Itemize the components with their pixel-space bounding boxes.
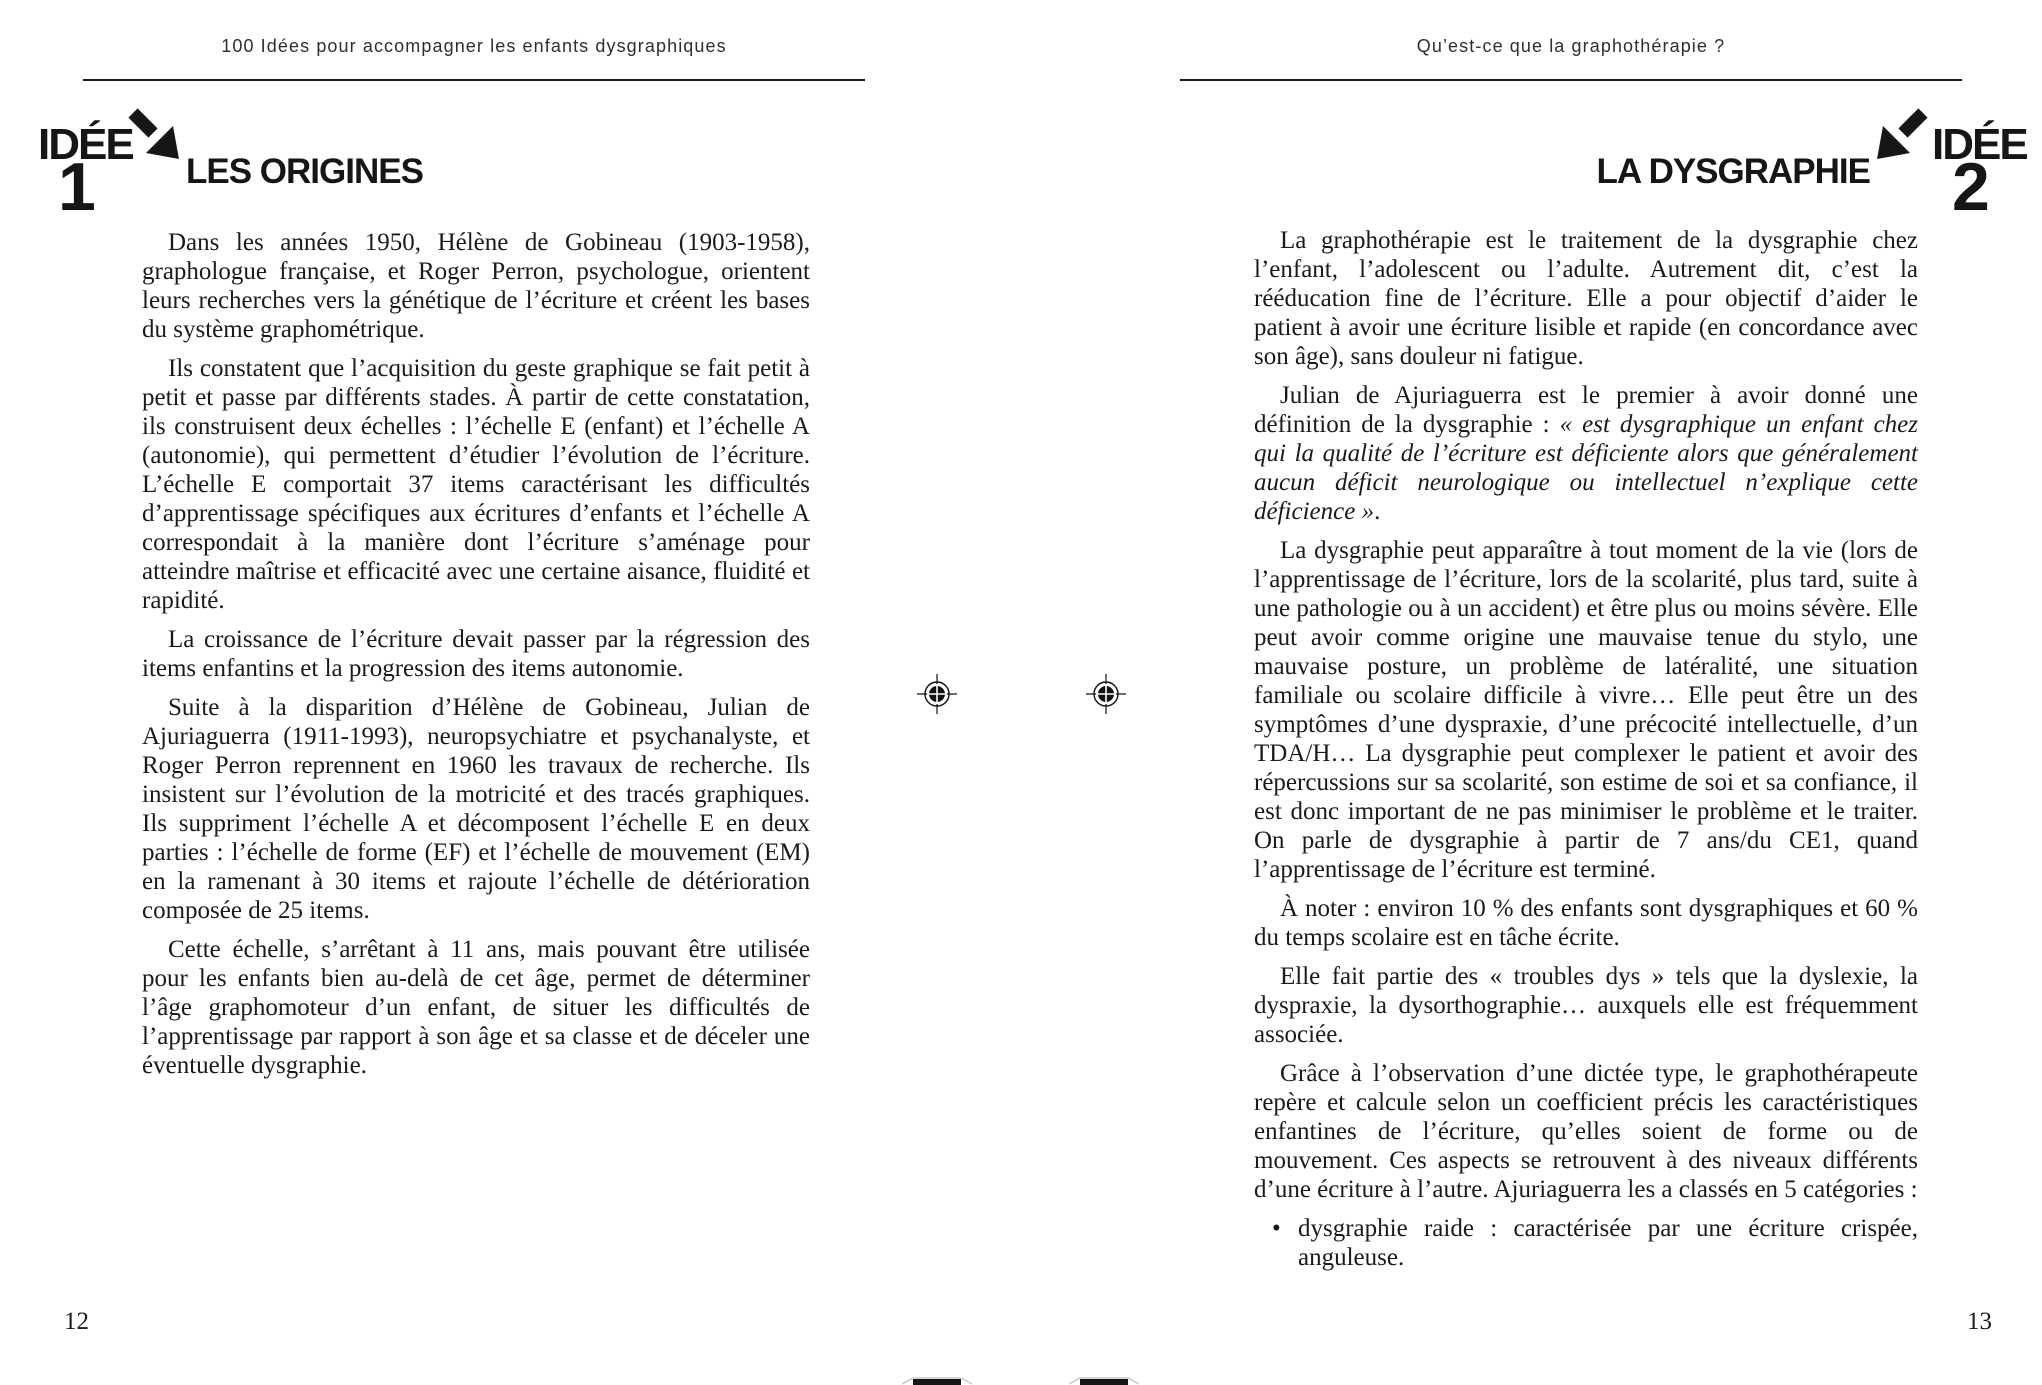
quote-suffix: .	[1374, 498, 1381, 525]
idee-badge-label-right: IDÉE	[1932, 120, 2027, 169]
chapter-title-right: LA DYSGRAPHIE	[1596, 152, 1870, 191]
registration-mark-icon	[1086, 674, 1126, 714]
body-paragraph: Grâce à l’observation d’une dictée type, le graphothérapeute repère et calcule selon un coefficient précis les caractéristiques enfantines de l’écriture, qu’elles soient de forme ou de mouvement. Ces aspects se retrouvent à des niveaux différents d’une écriture à l’autre. Ajuriaguerra les a classés en 5 catégories :	[1254, 1060, 1918, 1203]
registration-mark-icon	[917, 674, 957, 714]
arrow-down-right-icon	[126, 106, 184, 164]
definition-quote: « est dysgraphique un enfant chez qui la qualité de l’écriture est déficiente alors que généralement aucun déficit neurologique ou intellectuel n’explique cette déficience »	[1254, 411, 1919, 525]
body-paragraph: La croissance de l’écriture devait passer par la régression des items enfantins et la progression des items autonomie.	[142, 626, 810, 682]
header-rule-left	[83, 79, 865, 81]
idee-badge-label-left: IDÉE	[38, 120, 133, 169]
page-number-left: 12	[64, 1308, 89, 1335]
right-page-body	[1254, 226, 1918, 1282]
running-header-left: 100 Idées pour accompagner les enfants dysgraphiques	[221, 36, 727, 56]
chapter-title-left: LES ORIGINES	[186, 152, 423, 191]
bullet-item	[1254, 1214, 1918, 1272]
crop-mark-icon	[901, 1376, 973, 1385]
body-paragraph: Elle fait partie des « troubles dys » tels que la dyslexie, la dyspraxie, la dysorthographie… auxquels elle est fréquemment associée.	[1254, 963, 1918, 1048]
body-paragraph: La dysgraphie peut apparaître à tout moment de la vie (lors de l’apprentissage de l’écriture, lors de la scolarité, plus tard, suite à une pathologie ou à un accident) et être plus ou moins sévère. Elle peut avoir comme origine une mauvaise tenue du stylo, une mauvaise posture, un problème de latéralité, une situation familiale ou scolaire difficile à vivre… Elle peut être un des symptômes d’une dyspraxie, d’une précocité intellectuelle, d’un TDA/H… La dysgraphie peut complexer le patient et avoir des répercussions sur sa scolarité, son estime de soi et sa confiance, il est donc important de ne pas minimiser le problème et le traiter. On parle de dysgraphie à partir de 7 ans/du CE1, quand l’apprentissage de l’écriture est terminé.	[1254, 537, 1918, 883]
body-paragraph	[1254, 381, 1918, 526]
running-header-right: Qu’est-ce que la graphothérapie ?	[1416, 36, 1726, 56]
body-paragraph: La graphothérapie est le traitement de la dysgraphie chez l’enfant, l’adolescent ou l’adulte. Autrement dit, c’est la rééducation fine de l’écriture. Elle a pour objectif d’aider le patient à avoir une écriture lisible et rapide (en concordance avec son âge), sans douleur ni fatigue.	[1254, 227, 1918, 370]
idee-badge-number-left: 1	[58, 149, 94, 225]
bullet-text: dysgraphie raide : caractérisée par une écriture crispée, anguleuse.	[1298, 1215, 1918, 1271]
arrow-down-left-icon	[1872, 106, 1930, 164]
left-page-body	[142, 228, 810, 1090]
header-rule-right	[1180, 79, 1962, 81]
page-number-right: 13	[1967, 1308, 1992, 1335]
idee-badge-number-right: 2	[1952, 149, 1988, 225]
body-paragraph: Suite à la disparition d’Hélène de Gobineau, Julian de Ajuriaguerra (1911-1993), neuropsychiatre et psychanalyste, et Roger Perron reprennent en 1960 les travaux de recherche. Ils insistent sur l’évolution de la motricité et des tracés graphiques. Ils suppriment l’échelle A et décomposent l’échelle E en deux parties : l’échelle de forme (EF) et l’échelle de mouvement (EM) en la ramenant à 30 items et rajoute l’échelle de détérioration composée de 25 items.	[142, 694, 810, 924]
body-paragraph: À noter : environ 10 % des enfants sont dysgraphiques et 60 % du temps scolaire est en tâche écrite.	[1254, 895, 1918, 951]
body-paragraph: Ils constatent que l’acquisition du geste graphique se fait petit à petit et passe par différents stades. À partir de cette constatation, ils construisent deux échelles : l’échelle E (enfant) et l’échelle A (autonomie), qui permettent d’étudier l’évolution de l’écriture. L’échelle E comportait 37 items caractérisant les difficultés d’apprentissage spécifiques aux écritures d’enfants et l’échelle A correspondait à la manière dont l’écriture s’aménage pour atteindre maîtrise et efficacité avec une certaine aisance, fluidité et rapidité.	[142, 355, 810, 614]
quote-prefix: Julian de Ajuriaguerra est le premier à avoir donné une définition de la dysgraphie :	[1254, 382, 1918, 438]
bullet-marker: •	[1272, 1215, 1281, 1242]
body-paragraph: Cette échelle, s’arrêtant à 11 ans, mais pouvant être utilisée pour les enfants bien au-delà de cet âge, permet de déterminer l’âge graphomoteur d’un enfant, de situer les difficultés de l’apprentissage par rapport à son âge et sa classe et de déceler une éventuelle dysgraphie.	[142, 936, 810, 1079]
crop-mark-icon	[1068, 1376, 1140, 1385]
body-paragraph: Dans les années 1950, Hélène de Gobineau (1903-1958), graphologue française, et Roger Perron, psychologue, orientent leurs recherches vers la génétique de l’écriture et créent les bases du système graphométrique.	[142, 229, 810, 343]
